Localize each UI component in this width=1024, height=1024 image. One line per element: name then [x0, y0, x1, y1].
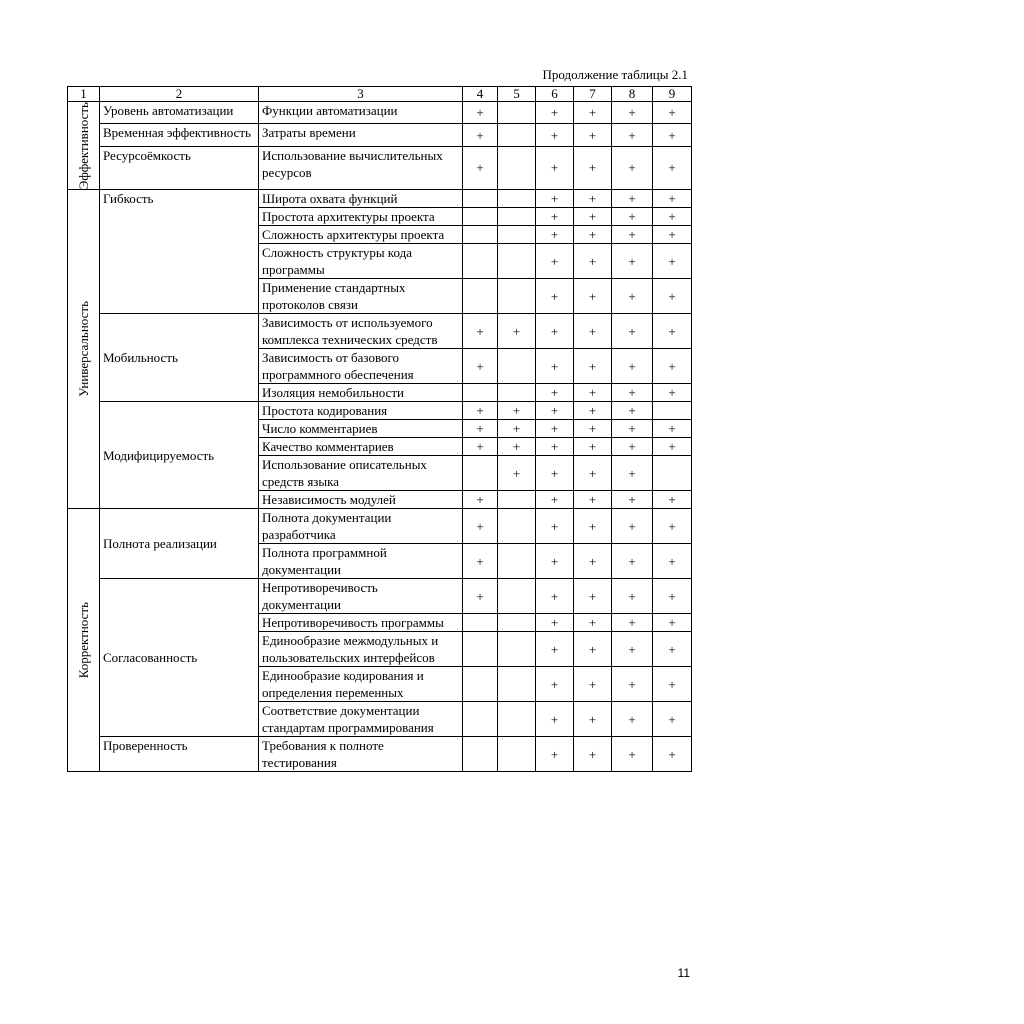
mark-cell: +: [653, 102, 692, 124]
metric-cell: Простота архитектуры проекта: [259, 208, 463, 226]
mark-cell: +: [536, 632, 574, 667]
header-cell: 7: [574, 87, 612, 102]
mark-cell: [498, 737, 536, 772]
mark-cell: +: [612, 544, 653, 579]
mark-cell: [498, 579, 536, 614]
table-row: [68, 124, 692, 146]
mark-cell: +: [498, 438, 536, 456]
mark-cell: +: [536, 438, 574, 456]
metric-cell: Использование вычислительных ресурсов: [259, 146, 463, 190]
mark-cell: +: [574, 279, 612, 314]
mark-cell: +: [653, 702, 692, 737]
mark-cell: +: [536, 667, 574, 702]
metric-cell: Зависимость от используемого комплекса технических средств: [259, 314, 463, 349]
header-cell: 4: [463, 87, 498, 102]
mark-cell: [463, 632, 498, 667]
mark-cell: +: [612, 190, 653, 208]
mark-cell: +: [653, 124, 692, 146]
mark-cell: +: [612, 279, 653, 314]
metric-cell: Применение стандартных протоколов связи: [259, 279, 463, 314]
mark-cell: +: [653, 737, 692, 772]
metric-cell: Сложность структуры кода программы: [259, 244, 463, 279]
mark-cell: [463, 190, 498, 208]
mark-cell: [463, 614, 498, 632]
metric-cell: Единообразие межмодульных и пользовательских интерфейсов: [259, 632, 463, 667]
mark-cell: +: [612, 244, 653, 279]
subcharacteristic-cell: Модифицируемость: [100, 402, 259, 509]
header-cell: 3: [259, 87, 463, 102]
metric-cell: Затраты времени: [259, 124, 463, 146]
mark-cell: +: [653, 438, 692, 456]
mark-cell: +: [653, 208, 692, 226]
mark-cell: +: [574, 384, 612, 402]
mark-cell: [463, 667, 498, 702]
group-label: Универсальность: [76, 301, 91, 398]
mark-cell: +: [498, 456, 536, 491]
page-number: 11: [677, 966, 690, 980]
mark-cell: [498, 226, 536, 244]
mark-cell: [653, 456, 692, 491]
metric-cell: Сложность архитектуры проекта: [259, 226, 463, 244]
mark-cell: [498, 208, 536, 226]
mark-cell: +: [612, 314, 653, 349]
mark-cell: +: [574, 614, 612, 632]
mark-cell: +: [463, 146, 498, 190]
mark-cell: [498, 509, 536, 544]
mark-cell: +: [536, 579, 574, 614]
mark-cell: +: [653, 420, 692, 438]
table-row: [68, 509, 692, 544]
mark-cell: +: [574, 702, 612, 737]
group-label: Эффективность: [76, 102, 91, 190]
mark-cell: +: [536, 244, 574, 279]
mark-cell: +: [612, 632, 653, 667]
mark-cell: +: [498, 314, 536, 349]
mark-cell: +: [463, 349, 498, 384]
mark-cell: +: [536, 420, 574, 438]
metric-cell: Требования к полноте тестирования: [259, 737, 463, 772]
table-row: [68, 579, 692, 614]
header-cell: 5: [498, 87, 536, 102]
mark-cell: [498, 702, 536, 737]
group-label: Корректность: [76, 602, 91, 679]
table-row: [68, 102, 692, 124]
mark-cell: +: [498, 420, 536, 438]
mark-cell: +: [612, 737, 653, 772]
mark-cell: +: [463, 124, 498, 146]
mark-cell: +: [536, 491, 574, 509]
mark-cell: +: [612, 491, 653, 509]
metric-cell: Полнота документации разработчика: [259, 509, 463, 544]
mark-cell: +: [574, 491, 612, 509]
mark-cell: +: [653, 146, 692, 190]
mark-cell: +: [574, 544, 612, 579]
mark-cell: +: [653, 491, 692, 509]
mark-cell: +: [463, 420, 498, 438]
mark-cell: [498, 244, 536, 279]
subcharacteristic-cell: Ресурсоёмкость: [100, 146, 259, 190]
mark-cell: [498, 544, 536, 579]
mark-cell: +: [463, 579, 498, 614]
mark-cell: +: [653, 632, 692, 667]
mark-cell: +: [612, 384, 653, 402]
mark-cell: +: [612, 509, 653, 544]
mark-cell: +: [574, 102, 612, 124]
mark-cell: +: [612, 420, 653, 438]
mark-cell: +: [653, 244, 692, 279]
mark-cell: +: [574, 244, 612, 279]
mark-cell: +: [612, 402, 653, 420]
subcharacteristic-cell: Мобильность: [100, 314, 259, 402]
table-row: [68, 737, 692, 772]
mark-cell: +: [536, 190, 574, 208]
mark-cell: +: [536, 509, 574, 544]
mark-cell: [653, 402, 692, 420]
header-row: [68, 87, 692, 102]
mark-cell: +: [574, 226, 612, 244]
table-caption: Продолжение таблицы 2.1: [542, 67, 688, 82]
header-cell: 6: [536, 87, 574, 102]
mark-cell: +: [612, 579, 653, 614]
mark-cell: [498, 102, 536, 124]
group-cell: [68, 509, 100, 772]
mark-cell: [498, 667, 536, 702]
mark-cell: +: [653, 314, 692, 349]
mark-cell: +: [536, 124, 574, 146]
mark-cell: +: [536, 402, 574, 420]
mark-cell: +: [612, 456, 653, 491]
header-cell: 1: [68, 87, 100, 102]
mark-cell: +: [536, 208, 574, 226]
mark-cell: [498, 614, 536, 632]
table-row: [68, 190, 692, 208]
mark-cell: +: [463, 544, 498, 579]
mark-cell: +: [536, 102, 574, 124]
metric-cell: Использование описательных средств языка: [259, 456, 463, 491]
mark-cell: +: [653, 279, 692, 314]
table-row: [68, 146, 692, 190]
header-cell: 9: [653, 87, 692, 102]
mark-cell: +: [536, 702, 574, 737]
metric-cell: Изоляция немобильности: [259, 384, 463, 402]
mark-cell: +: [574, 190, 612, 208]
metric-cell: Соответствие документации стандартам программирования: [259, 702, 463, 737]
mark-cell: +: [574, 509, 612, 544]
table-row: [68, 314, 692, 349]
mark-cell: [498, 146, 536, 190]
mark-cell: +: [574, 456, 612, 491]
mark-cell: +: [536, 384, 574, 402]
mark-cell: +: [463, 314, 498, 349]
mark-cell: +: [574, 579, 612, 614]
mark-cell: [463, 279, 498, 314]
quality-table: [67, 86, 692, 772]
mark-cell: [463, 226, 498, 244]
mark-cell: +: [463, 438, 498, 456]
mark-cell: +: [653, 579, 692, 614]
mark-cell: +: [574, 124, 612, 146]
metric-cell: Функции автоматизации: [259, 102, 463, 124]
mark-cell: [498, 349, 536, 384]
mark-cell: +: [574, 667, 612, 702]
header-cell: 8: [612, 87, 653, 102]
mark-cell: [463, 244, 498, 279]
mark-cell: [463, 702, 498, 737]
mark-cell: +: [653, 384, 692, 402]
mark-cell: +: [574, 438, 612, 456]
subcharacteristic-cell: Уровень автоматизации: [100, 102, 259, 124]
subcharacteristic-cell: Временная эффективность: [100, 124, 259, 146]
mark-cell: +: [536, 349, 574, 384]
mark-cell: +: [574, 402, 612, 420]
mark-cell: +: [612, 226, 653, 244]
mark-cell: [498, 491, 536, 509]
mark-cell: +: [612, 208, 653, 226]
mark-cell: +: [653, 226, 692, 244]
group-cell: [68, 102, 100, 190]
mark-cell: +: [463, 402, 498, 420]
metric-cell: Независимость модулей: [259, 491, 463, 509]
mark-cell: +: [653, 614, 692, 632]
mark-cell: +: [612, 102, 653, 124]
group-cell: [68, 190, 100, 509]
mark-cell: +: [653, 667, 692, 702]
mark-cell: +: [612, 702, 653, 737]
mark-cell: +: [536, 226, 574, 244]
metric-cell: Непротиворечивость программы: [259, 614, 463, 632]
mark-cell: +: [574, 420, 612, 438]
mark-cell: +: [463, 509, 498, 544]
mark-cell: +: [536, 146, 574, 190]
mark-cell: +: [536, 279, 574, 314]
mark-cell: [498, 279, 536, 314]
metric-cell: Полнота программной документации: [259, 544, 463, 579]
mark-cell: +: [574, 737, 612, 772]
mark-cell: +: [574, 208, 612, 226]
mark-cell: [498, 124, 536, 146]
metric-cell: Зависимость от базового программного обеспечения: [259, 349, 463, 384]
mark-cell: +: [612, 349, 653, 384]
mark-cell: [498, 632, 536, 667]
mark-cell: +: [536, 314, 574, 349]
mark-cell: +: [612, 438, 653, 456]
mark-cell: [463, 456, 498, 491]
mark-cell: +: [536, 456, 574, 491]
mark-cell: +: [574, 349, 612, 384]
mark-cell: +: [463, 102, 498, 124]
mark-cell: +: [612, 614, 653, 632]
mark-cell: +: [612, 667, 653, 702]
mark-cell: +: [653, 509, 692, 544]
mark-cell: +: [536, 614, 574, 632]
mark-cell: [498, 190, 536, 208]
subcharacteristic-cell: Гибкость: [100, 190, 259, 314]
mark-cell: +: [612, 146, 653, 190]
metric-cell: Единообразие кодирования и определения переменных: [259, 667, 463, 702]
mark-cell: +: [574, 632, 612, 667]
metric-cell: Непротиворечивость документации: [259, 579, 463, 614]
mark-cell: +: [463, 491, 498, 509]
mark-cell: [463, 384, 498, 402]
mark-cell: [463, 737, 498, 772]
mark-cell: +: [653, 190, 692, 208]
metric-cell: Широта охвата функций: [259, 190, 463, 208]
mark-cell: +: [536, 737, 574, 772]
mark-cell: +: [612, 124, 653, 146]
metric-cell: Число комментариев: [259, 420, 463, 438]
metric-cell: Простота кодирования: [259, 402, 463, 420]
mark-cell: +: [574, 146, 612, 190]
mark-cell: +: [653, 544, 692, 579]
mark-cell: [463, 208, 498, 226]
mark-cell: +: [574, 314, 612, 349]
subcharacteristic-cell: Согласованность: [100, 579, 259, 737]
mark-cell: +: [653, 349, 692, 384]
header-cell: 2: [100, 87, 259, 102]
metric-cell: Качество комментариев: [259, 438, 463, 456]
subcharacteristic-cell: Полнота реализации: [100, 509, 259, 579]
mark-cell: +: [536, 544, 574, 579]
table-row: [68, 402, 692, 420]
mark-cell: [498, 384, 536, 402]
subcharacteristic-cell: Проверенность: [100, 737, 259, 772]
mark-cell: +: [498, 402, 536, 420]
